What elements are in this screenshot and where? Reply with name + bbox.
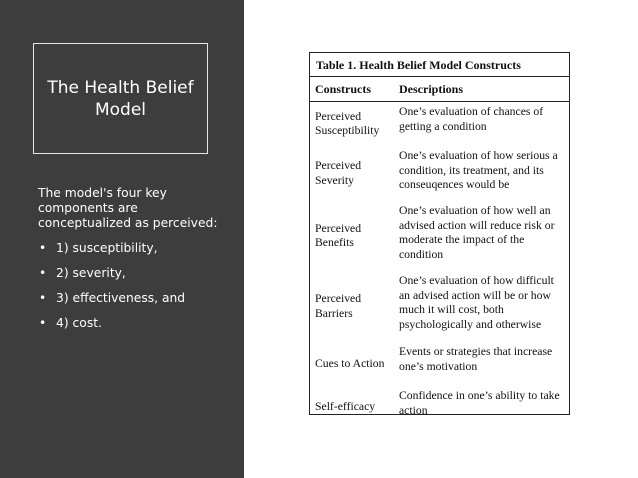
construct-cell: Perceived Susceptibility <box>315 109 380 137</box>
table-row <box>310 102 569 147</box>
bullet-icon: • <box>39 241 47 255</box>
construct-cell: Perceived Barriers <box>315 292 362 320</box>
bullet-item <box>38 241 228 256</box>
table-header-row <box>310 77 569 102</box>
bullet-list <box>38 241 228 331</box>
table-row <box>310 146 569 201</box>
bullet-item <box>38 291 228 306</box>
header-descriptions: Descriptions <box>394 77 569 102</box>
slide-title: The Health Belief Model <box>47 77 194 120</box>
bullet-text: 2) severity, <box>56 266 126 280</box>
intro-text: The model's four key components are conceptualized as perceived: <box>38 186 218 230</box>
table-row <box>310 271 569 342</box>
description-cell: One’s evaluation of how difficult an advised action will be or how much it will cost, both psychologically and otherwise <box>399 274 554 331</box>
body-copy <box>38 186 228 341</box>
construct-cell: Cues to Action <box>315 356 385 370</box>
title-box <box>33 43 208 154</box>
bullet-text: 4) cost. <box>56 316 102 330</box>
bullet-icon: • <box>39 316 47 330</box>
table-row <box>310 201 569 271</box>
description-cell: One’s evaluation of how serious a condition, its treatment, and its conseuqences would be <box>399 149 558 191</box>
description-cell: Events or strategies that increase one’s motivation <box>399 345 553 373</box>
bullet-item <box>38 266 228 281</box>
construct-cell: Self-efficacy <box>315 399 376 413</box>
bullet-item <box>38 316 228 331</box>
construct-cell: Perceived Severity <box>315 159 362 187</box>
description-cell: One’s evaluation of chances of getting a condition <box>399 105 544 133</box>
description-cell: One’s evaluation of how well an advised action will reduce risk or moderate the impact of the condition <box>399 204 555 261</box>
table-caption: Table 1. Health Belief Model Constructs <box>310 53 569 77</box>
bullet-text: 3) effectiveness, and <box>56 291 186 305</box>
left-panel <box>0 0 244 478</box>
bullet-icon: • <box>39 266 47 280</box>
bullet-text: 1) susceptibility, <box>56 241 158 255</box>
header-constructs: Constructs <box>310 77 394 102</box>
bullet-icon: • <box>39 291 47 305</box>
construct-cell: Perceived Benefits <box>315 221 362 249</box>
table-row <box>310 386 569 428</box>
table-row <box>310 342 569 386</box>
hbm-table-figure <box>309 52 570 415</box>
hbm-table <box>310 77 569 428</box>
description-cell: Confidence in one’s ability to take action <box>399 389 560 417</box>
